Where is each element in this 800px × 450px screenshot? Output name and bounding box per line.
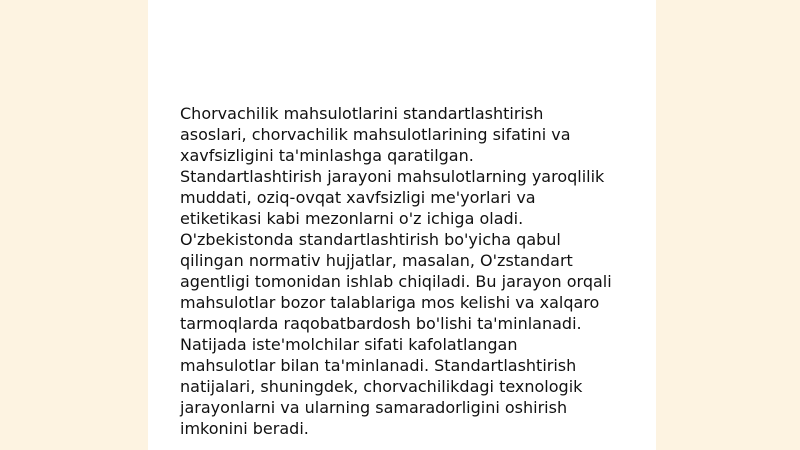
paragraph-line: jarayonlarni va ularning samaradorligini oshirish <box>180 398 568 417</box>
body-paragraph <box>180 103 640 439</box>
paragraph-line: natijalari, shuningdek, chorvachilikdagi texnologik <box>180 377 583 396</box>
paragraph-line: qilingan normativ hujjatlar, masalan, O'zstandart <box>180 251 573 270</box>
paragraph-line: etiketikasi kabi mezonlarni o'z ichiga oladi. <box>180 209 524 228</box>
paragraph-line: tarmoqlarda raqobatbardosh bo'lishi ta'minlanadi. <box>180 314 582 333</box>
paragraph-line: Chorvachilik mahsulotlarini standartlashtirish <box>180 104 544 123</box>
paragraph-line: agentligi tomonidan ishlab chiqiladi. Bu jarayon orqali <box>180 272 612 291</box>
paragraph-line: O'zbekistonda standartlashtirish bo'yicha qabul <box>180 230 561 249</box>
paragraph-line: Natijada iste'molchilar sifati kafolatlangan <box>180 335 518 354</box>
paragraph-line: mahsulotlar bilan ta'minlanadi. Standartlashtirish <box>180 356 577 375</box>
paragraph-line: asoslari, chorvachilik mahsulotlarining sifatini va <box>180 125 571 144</box>
paragraph-line: mahsulotlar bozor talablariga mos kelishi va xalqaro <box>180 293 600 312</box>
paragraph-line: imkonini beradi. <box>180 419 309 438</box>
paragraph-line: Standartlashtirish jarayoni mahsulotlarning yaroqlilik <box>180 167 605 186</box>
document-page <box>148 0 656 450</box>
paragraph-line: muddati, oziq-ovqat xavfsizligi me'yorlari va <box>180 188 536 207</box>
paragraph-line: xavfsizligini ta'minlashga qaratilgan. <box>180 146 474 165</box>
